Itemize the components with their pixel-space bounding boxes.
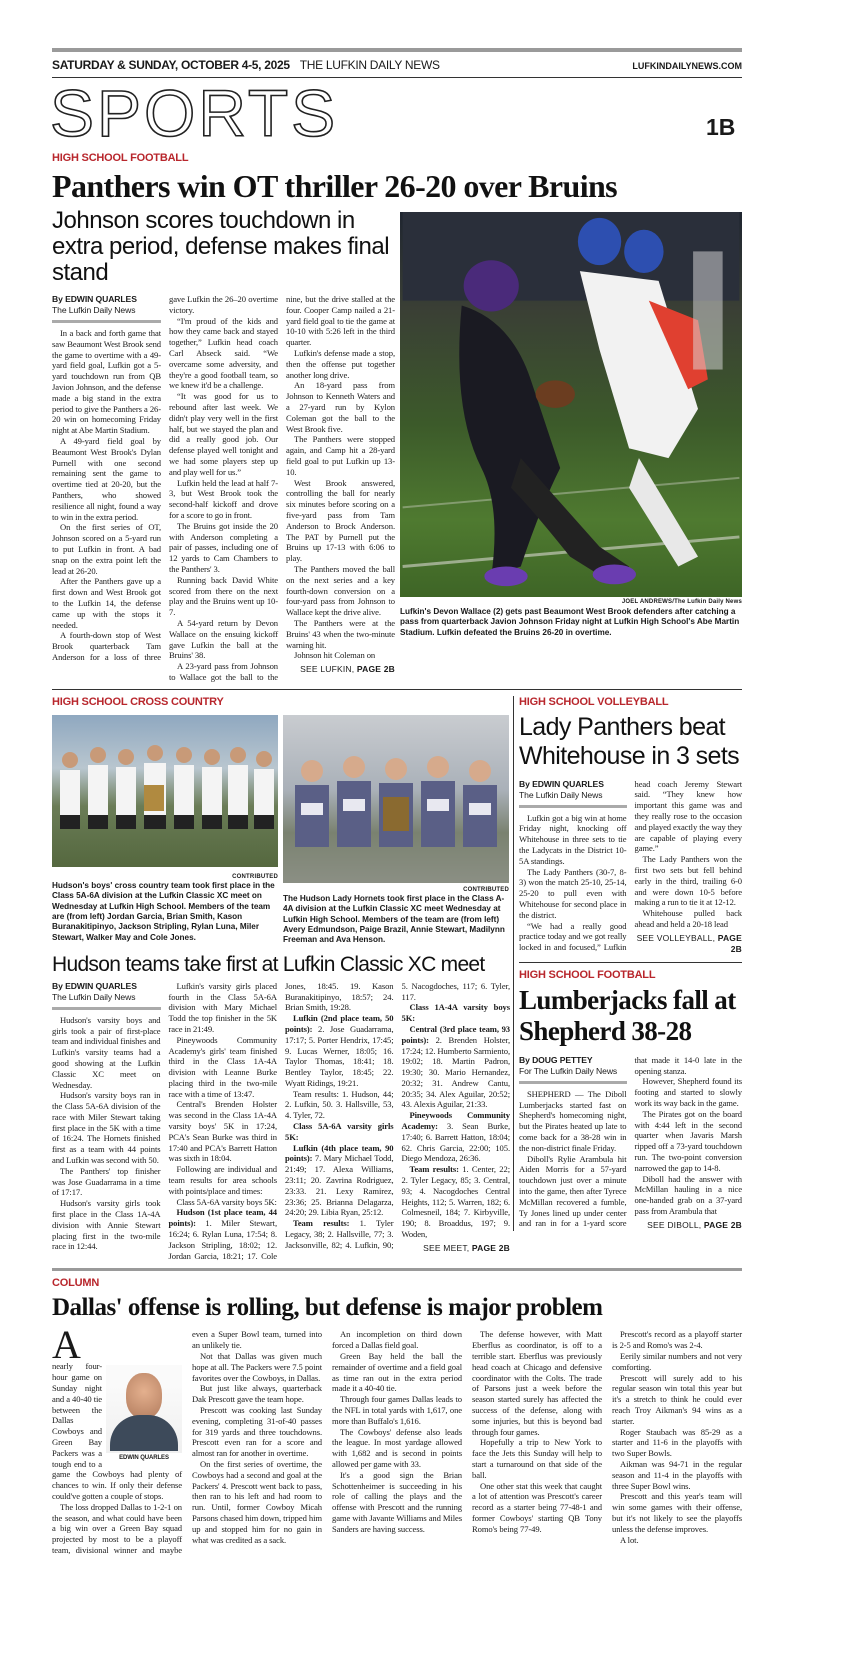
paragraph-text: 2. Brenden Holster, 17:24; 12. Humberto Sarmiento, 19:02; 18. Martin Padron, 19:30; 30. Mario Hernandez, 20:32; 31. Andrew Cantu, 20:35; 34. Alex Aguilar, 20:52; 43. Alexis Aguilar, 21:33. <box>401 1034 510 1110</box>
paragraph-text: “We had a really good practice today and we got really locked in and focused,” Lufkin head coach Jeremy Stewart said. “They knew how important this game was and they really rose to the occasion and played exactly the way they are capable of playing every game.” <box>519 778 742 953</box>
paragraph-text: Eerily similar numbers and not very comforting. <box>612 1351 742 1372</box>
paragraph <box>169 1099 278 1164</box>
paragraph <box>635 1174 743 1217</box>
jump-link-lufkin[interactable]: SEE LUFKIN, PAGE 2B <box>300 664 395 675</box>
paragraph-text: The Panthers' top finisher was Jose Guadarrama in a time of 17:17. <box>52 1165 161 1198</box>
paragraph-text: Diboll had the answer with McMillan hauling in a nice one-handed grab on a 37-yard pass from Arambula that <box>634 1173 742 1216</box>
lumberjacks-headline: Lumberjacks fall at Shepherd 38-28 <box>519 984 736 1046</box>
paragraph-text: 7. Mary Michael Todd, 21:49; 17. Alexa Williams, 23:11; 20. Zavrina Rodriguez, 23:33. 21. Lexy Ramirez, 23:36; 25. Brianna Delagarza, 24:20; 29. Libia Ryan, 25:12. <box>285 1153 394 1218</box>
paragraph-text: The Lady Panthers (30-7, 8-3) won the match 25-10, 25-14, 25-20 to pull even with Whitehouse for second place in the district. <box>519 866 627 920</box>
paragraph <box>285 1121 394 1143</box>
boys-photo-caption: Hudson's boys' cross country team took first place in the Class 5A-6A division at the Lufkin Classic XC meet on Wednesday at Lufkin High School. Members of the team are (from left) Jordan Garcia, Brian Smith, Kason Buranakitipinyo, Jackson Stripling, Rylan Luna, Miler Stewart, Walker May and Cole Jones. <box>52 880 275 942</box>
paragraph-text: Johnson hit Coleman on <box>294 650 376 661</box>
paragraph-text: SHEPHERD — The Diboll Lumberjacks started fast on Shepherd's homecoming night, but the Pirates heated up late to come back for a 38-28 win in the non-district finale Friday. <box>519 1088 627 1153</box>
paragraph <box>169 1197 278 1208</box>
paragraph-text: The Lady Panthers won the first two sets but fell behind early in the third, trailing 6-0 and were down 10-5 before making a run to tie it at 12-12. <box>634 854 742 908</box>
byline <box>52 981 161 1010</box>
girls-team-illustration <box>283 715 509 883</box>
author-photo-label: EDWIN QUARLES <box>106 1453 182 1463</box>
paragraph <box>472 1437 602 1480</box>
paragraph <box>472 1481 602 1535</box>
paragraph-text: A 54-yard return by Devon Wallace on the ensuing kickoff gave Lufkin the ball at the Bruins' 38. <box>169 617 278 661</box>
paragraph-text: 1. Tyler Legacy, 38; 2. Hallsville, 77; 3. Jacksonville, 82; 4. Lufkin, 90; 5. Nacogdoches, 117; 6. Tyler, 117. <box>285 980 510 1250</box>
run-in-head: Team results: <box>293 1218 350 1229</box>
paragraph <box>286 348 395 380</box>
lead-article-body <box>52 294 395 683</box>
jump-link-diboll[interactable]: SEE DIBOLL, PAGE 2B <box>647 1219 742 1230</box>
right-column <box>513 696 742 1231</box>
paragraph <box>402 1110 511 1164</box>
boys-team-illustration <box>52 715 278 867</box>
photo-credit: CONTRIBUTED <box>463 886 509 893</box>
volleyball-headline: Lady Panthers beat Whitehouse in 3 sets <box>519 712 740 770</box>
paragraph-text: Central's Brenden Holster was second in the Class 1A-4A varsity boys' 5K in 17:24, PCA's Sean Burke was third in 17:40 and PCA's Barrett Hatton was sixth in 18:04. <box>168 1099 277 1164</box>
section-title: SPORTS <box>50 76 339 150</box>
author: By EDWIN QUARLES <box>52 294 137 304</box>
dateline <box>52 58 742 74</box>
run-in-head: Class 1A-4A varsity boys 5K: <box>401 1002 510 1024</box>
paragraph-text: 1. Center, 22; 2. Tyler Legacy, 85; 3. Central, 93; 4. Nacogdoches Central Heights, 112; 5. Warren, 182; 6. Colmesneil, 184; 7. Kirbyville, 190; 8. Broaddus, 197; 9. Woden, <box>401 1164 510 1240</box>
paragraph-text: On the first series of OT, Johnson scored on a 5-yard run to put Lufkin in front. A bad snap on the extra point left the lead at 26-20. <box>52 522 161 576</box>
paragraph-text: The Pirates got on the board with 4:44 left in the second quarter when Javaris Marsh ripped off a 73-yard touchdown run. The two-point conversion narrowed the gap to 14-8. <box>634 1108 742 1173</box>
article-paragraphs <box>52 294 395 683</box>
edition-date: SATURDAY & SUNDAY, OCTOBER 4-5, 2025 <box>52 58 290 72</box>
lead-article <box>52 208 395 683</box>
paragraph <box>402 1164 511 1240</box>
paragraph <box>612 1351 742 1373</box>
paragraph-text: Hudson's varsity girls took first place in the Class 1A-4A division with Annie Stewart placing first in the two-mile race in 12:44. <box>52 1198 161 1252</box>
author: By EDWIN QUARLES <box>52 980 137 991</box>
divider <box>52 1268 742 1271</box>
paragraph <box>169 1035 278 1100</box>
boys-photo-block <box>52 715 278 943</box>
author-photo <box>106 1365 182 1463</box>
xc-photos <box>52 715 510 946</box>
paragraph-text: On the first series of overtime, the Cowboys had a second and goal at the Packers' 4. Prescott went back to pass, then ran to his left and had room to run. Until, former Cowboy Micah Parsons chased him down, tripped him up and stopped him for no gain in what was credited as a sack. <box>192 1459 322 1545</box>
paragraph-text: 2. Jose Guadarrama, 17:17; 5. Porter Hendrix, 17:45; 9. Lucas Werner, 18:05; 16. Taylor Thomas, 18:41; 18. Bentley Taylor, 18:45; 22. Wyatt Ridings, 19:21. <box>285 1023 394 1088</box>
paragraph-text: Hopefully a trip to New York to face the Jets this Sunday will help to start a turnaround on that side of the ball. <box>472 1437 602 1480</box>
paragraph <box>169 478 278 521</box>
paragraph-text: Diboll's Rylie Arambula hit Aiden Morris for a 57-yard touchdown just over a minute into the game, then after Tyrece McMillan recovered a fumble, Ty Jones lined up under center and ran in for a 1-yard score that made it 14-0 late in the opening stanza. <box>519 1054 742 1229</box>
paragraph-text: Lufkin held the lead at half 7-3, but West Brook took the second-half kickoff and drove for a score to go in front. <box>169 477 278 520</box>
photo-credit: JOEL ANDREWS/The Lufkin Daily News <box>621 599 742 605</box>
girls-photo-caption: The Hudson Lady Hornets took first place in the Class A-4A division at the Lufkin Classic XC meet Wednesday at Lufkin High School. Members of the team are (from left) Avery Edmundson, Paige Brazil, Annie Stewart, Madilynn Freeman and Ava Henson. <box>283 893 505 945</box>
paragraph <box>402 1002 511 1024</box>
paragraph-text: The Panthers moved the ball on the next series and a key fourth-down conversion on a four-yard pass from Johnson to Wallace kept the drive alive. <box>286 563 395 618</box>
jump-link-volleyball[interactable]: SEE VOLLEYBALL, PAGE 2B <box>636 932 742 954</box>
paragraph <box>52 522 161 576</box>
run-in-head: Hudson (1st place team, 44 points): <box>168 1207 277 1229</box>
paragraph-text: A 49-yard field goal by Beaumont West Brook's Dylan Purnell with one second remaining sent the game to overtime tied at 20-20, but the Panthers, who showed resilience all night, found a way to win in the extra period. <box>52 435 161 522</box>
girls-team-photo <box>283 715 509 883</box>
paragraph-text: The Panthers were at the Bruins' 43 when the two-minute warning hit. <box>286 617 395 650</box>
volleyball-article-body <box>519 779 742 955</box>
paragraph <box>472 1329 602 1437</box>
paragraph <box>332 1351 462 1394</box>
football-photo <box>400 212 742 597</box>
paragraph-text: The Cowboys' defense also leads the league. In most yardage allowed with 1,682 and is second in points allowed per game with 33. <box>332 1426 462 1469</box>
run-in-head: Central (3rd place team, 93 points): <box>401 1023 510 1045</box>
lead-subhead: Johnson scores touchdown in extra period, defense makes final stand <box>52 207 390 286</box>
masthead-bar <box>52 48 742 52</box>
football-action-illustration <box>400 212 742 597</box>
byline <box>519 779 627 808</box>
xc-article-body <box>52 981 510 1262</box>
paragraph-text: However, Shepherd found its footing and started to slowly work its way back in the game. <box>634 1076 742 1109</box>
boys-team-photo <box>52 715 278 867</box>
girls-photo-block <box>283 715 509 946</box>
author: By DOUG PETTEY <box>519 1054 593 1065</box>
lead-story <box>52 208 742 683</box>
paragraph-text: After the Panthers gave up a first down and West Brook got to the Lufkin 14, the defense came up with the stops it needed. <box>52 576 161 630</box>
column-article-body <box>52 1322 742 1555</box>
paragraph-text: “I'm proud of the kids and how they came back and stayed together,” Lufkin head coach Carl Abseck said. “We overcame some adversity, and they're a good football team, so we knew it'd be a challenge. <box>169 315 278 391</box>
photo-caption: Lufkin's Devon Wallace (2) gets past Beaumont West Brook defenders after catching a pass from quarterback Javion Johnson Friday night at Lufkin High School's Abe Martin Stadium. Lufkin defeated the Bruins 26-20 in overtime. <box>400 607 740 637</box>
paragraph-text: The Bruins got inside the 20 with Anderson completing a pair of passes, including one of 12 yards to Cam Chambers to the Panthers' 3. <box>169 520 278 574</box>
paragraph <box>612 1535 742 1546</box>
website-link[interactable]: LUFKINDAILYNEWS.COM <box>632 61 742 71</box>
paragraph <box>192 1383 322 1405</box>
paragraph-text: Green Bay held the ball the remainder of overtime and a field goal as time ran out in the extra period made it a 40-40 tie. <box>332 1351 462 1394</box>
paragraph <box>285 1013 394 1089</box>
paragraph <box>169 1164 278 1196</box>
paragraph-text: Lufkin's defense made a stop, then the offense put together another long drive. <box>286 347 395 380</box>
paragraph-text: Whitehouse pulled back ahead and held a 20-18 lead <box>634 908 742 930</box>
paragraph <box>612 1329 742 1351</box>
outlet: For The Lufkin Daily News <box>519 1065 618 1076</box>
paragraph-text: Class 5A-6A varsity boys 5K: <box>176 1196 277 1207</box>
paragraph <box>519 867 627 921</box>
paper-name: THE LUFKIN DAILY NEWS <box>299 58 440 72</box>
photo-credit: CONTRIBUTED <box>232 873 278 880</box>
paragraph-text: Aikman was 94-71 in the regular season and 11-4 in the playoffs with three Super Bowl wins. <box>612 1459 742 1491</box>
paragraph <box>52 1090 161 1166</box>
section-label-football: HIGH SCHOOL FOOTBALL <box>52 152 189 164</box>
lead-photo-block <box>400 212 742 638</box>
paragraph-text: Roger Staubach was 85-29 as a starter and 11-6 in the playoffs with two Super Bowls. <box>612 1426 742 1459</box>
paragraph-text: Prescott's record as a playoff starter is 2-5 and Romo's was 2-4. <box>612 1329 742 1351</box>
paragraph-text: It's a good sign the Brian Schottenheimer is succeeding in his role of calling the plays and the offense with Prescott and the running game with Javante Williams and Miles Sanders are having success. <box>332 1469 462 1534</box>
paragraph-text: 1. Miler Stewart, 16:24; 6. Rylan Luna, 17:54; 8. Jackson Stripling, 18:02; 12. Jordan Garcia, 18:21; 17. Cole Jones, 18:45. 19. Kason Buranakitipinyo, 18:57; 24. Brian Smith, 19:28. <box>168 980 394 1261</box>
middle-section <box>52 696 742 1262</box>
paragraph-text: An incompletion on third down forced a Dallas field goal. <box>332 1329 462 1351</box>
divider <box>52 689 742 690</box>
paragraph <box>635 1076 743 1108</box>
paragraph <box>285 1089 394 1121</box>
run-in-head: Lufkin (2nd place team, 50 points): <box>285 1013 394 1034</box>
run-in-head: Team results: <box>409 1164 459 1175</box>
paragraph-text: Anearly four-hour game on Sunday night and a 40-40 tie between the Dallas Cowboys and Green Bay Packers was a tough end to a game the Cowboys had plenty of chances to win. If only their defense could've gotten a couple of stops. <box>52 1322 182 1501</box>
paragraph <box>169 521 278 575</box>
byline <box>519 1055 627 1084</box>
paragraph <box>52 1198 161 1252</box>
lead-headline: Panthers win OT thriller 26-20 over Bruins <box>52 168 618 204</box>
paragraph-text: Lufkin got a big win at home Friday night, knocking off Whitehouse in three sets to tie the Ladycats in the District 10-5A standings. <box>519 812 627 866</box>
author: By EDWIN QUARLES <box>519 778 604 789</box>
paragraph <box>52 328 161 436</box>
paragraph <box>169 981 278 1035</box>
paragraph <box>169 618 278 661</box>
paragraph <box>192 1351 322 1383</box>
paragraph <box>612 1459 742 1491</box>
paragraph <box>286 650 395 661</box>
paragraph-text: In a back and forth game that saw Beaumont West Brook send the game to overtime with a 49-yard field goal, Lufkin got a 5-yard touchdown run from QB Javion Johnson, and the defense made a big stand in the extra period to give the Panthers a 26-20 win on homecoming Friday night at Abe Martin Stadium. <box>52 328 161 436</box>
page-number: 1B <box>706 114 736 140</box>
page-content <box>52 152 742 1556</box>
paragraph-text: Lufkin's varsity girls placed fourth in the Class 5A-6A division with Mary Michael Todd the top finisher in the 5K race in 21:49. <box>168 980 277 1034</box>
paragraph-text: Not that Dallas was given much hope at all. The Packers were 7.5 point favorites over the Cowboys, in Dallas. <box>192 1351 322 1383</box>
jump-link-meet[interactable]: SEE MEET, PAGE 2B <box>423 1242 510 1253</box>
paragraph-text: Hudson's varsity boys and girls took a pair of first-place team and individual finishes and Lufkin's varsity teams had a good showing at the Lufkin Classic XC meet on Wednesday. <box>52 1014 161 1090</box>
paragraph-text: Through four games Dallas leads to the NFL in total yards with 1,617, one more than Buffalo's 1,616. <box>332 1394 462 1426</box>
paragraph <box>635 908 743 930</box>
paragraph <box>612 1427 742 1459</box>
run-in-head: Lufkin (4th place team, 90 points): <box>285 1142 394 1164</box>
paragraph-text: West Brook answered, controlling the ball for nearly six minutes before scoring on a five-yard pass from Tam Anderson to Brock Anderson. The PAT by Purnell put the Bruins up 17-13 with 6:06 to play. <box>286 477 395 564</box>
cross-country-section <box>52 696 513 1262</box>
paragraph <box>612 1491 742 1534</box>
paragraph-text: Prescott was cooking last Sunday evening, completing 31-of-40 passes for 319 yards and three touchdowns. Prescott even ran for a score and almost ran for another in overtime. <box>192 1405 322 1459</box>
paragraph-text: A lot. <box>620 1534 639 1545</box>
paragraph <box>332 1427 462 1470</box>
paragraph <box>52 1166 161 1198</box>
paragraph-text: Team results: 1. Hudson, 44; 2. Lufkin, 50. 3. Hallsville, 53, 4. Tyler, 72. <box>285 1088 394 1121</box>
paragraph <box>635 854 743 908</box>
byline <box>52 294 161 323</box>
outlet: The Lufkin Daily News <box>519 789 603 800</box>
paragraph-text: Running back David White scored from there on the next play and the Bruins went up 10-7. <box>169 574 278 618</box>
paragraph-text: An 18-yard pass from Johnson to Kenneth Waters and a 27-yard run by Kylon Coleman got the ball to the West Brook five. <box>286 380 395 434</box>
paragraph <box>192 1459 322 1545</box>
paragraph-text: But just like always, quarterback Dak Prescott gave the team hope. <box>192 1383 322 1405</box>
paragraph <box>169 316 278 392</box>
paragraph <box>519 813 627 867</box>
lumberjacks-article-body <box>519 1055 742 1231</box>
paragraph-text: “It was good for us to rebound after last week. We didn't play very well in the first half, but we stayed the plan and did a really good job. Our defense played well tonight and we had some players step up and play well for us.” <box>169 391 278 477</box>
paragraph-text: Hudson's varsity boys ran in the Class 5A-6A division of the race with Miler Stewart taking first place in the 5K with a time of 16:24. The Hornets finished first as a team with 44 points and Lufkin was second with 50. <box>52 1090 161 1166</box>
paragraph <box>332 1329 462 1351</box>
paragraph <box>332 1394 462 1426</box>
paragraph <box>52 576 161 630</box>
outlet: The Lufkin Daily News <box>52 991 136 1002</box>
run-in-head: Class 5A-6A varsity girls 5K: <box>285 1121 394 1142</box>
paragraph-text: 3. Sean Burke, 17:40; 6. Barrett Hatton, 18:04; 62. Chris Garcia, 22:00; 105. Diego Mendoza, 26:36. <box>401 1121 510 1164</box>
run-in-head: Pineywoods Community Academy: <box>401 1110 510 1132</box>
divider <box>519 962 742 963</box>
paragraph <box>332 1470 462 1535</box>
paragraph <box>192 1405 322 1459</box>
paragraph <box>169 391 278 477</box>
paragraph <box>286 380 395 434</box>
paragraph-text: A 23-yard pass from Johnson to Wallace got the ball to the nine, but the drive stalled at the four. Cooper Camp nailed a 21-yard field goal to tie the game at 10-10 with 5:26 left in the third quarter. <box>169 294 395 682</box>
paragraph-text: A fourth-down stop of West Brook quarterback Tam Anderson for a loss of three gave Lufkin the 26–20 overtime victory. <box>52 294 278 662</box>
paragraph-text: The Panthers were stopped again, and Camp hit a 28-yard field goal to put Lufkin up 13-10. <box>286 434 395 477</box>
section-label-volleyball: HIGH SCHOOL VOLLEYBALL <box>519 695 669 708</box>
paragraph <box>612 1373 742 1427</box>
paragraph-text: The defense however, with Matt Eberflus as coordinator, is off to a terrible start. Eberflus was previously head coach at Chicago and defensive coordinator with the Colts. The trade of Parsons just a week before the season started surely has affected the success of the defense, along with some injuries, but this is beyond bad through four games. <box>472 1329 602 1437</box>
section-label-football-2: HIGH SCHOOL FOOTBALL <box>519 968 656 981</box>
paragraph <box>286 478 395 564</box>
section-label-column: COLUMN <box>52 1277 100 1290</box>
paragraph-text: One other stat this week that caught a lot of attention was Prescott's career record as a starter being 77-48-1 and former Cowboys' starting QB Tony Romo's being 77-49. <box>472 1480 602 1534</box>
paragraph <box>286 618 395 650</box>
paragraph <box>402 1024 511 1110</box>
paragraph <box>285 1143 394 1219</box>
paragraph <box>635 1109 743 1174</box>
xc-headline: Hudson teams take first at Lufkin Classic XC meet <box>52 952 485 976</box>
paragraph <box>286 564 395 618</box>
paragraph <box>52 436 161 522</box>
paragraph <box>169 575 278 618</box>
article-paragraphs <box>52 981 510 1262</box>
paragraph-text: Pineywoods Community Academy's girls' team finished third in the Class 1A-4A division with Leanne Burke placing third in the two-mile race with a time of 13:47. <box>168 1034 277 1099</box>
paragraph-text: Following are individual and team results for area schools with points/place and times: <box>168 1164 277 1196</box>
column-headline: Dallas' offense is rolling, but defense is major problem <box>52 1294 603 1322</box>
paragraph-text: Prescott and this year's team will win some games with their offense, but it's not likely to see the playoffs unless the defense improves. <box>612 1491 742 1534</box>
paragraph <box>52 1015 161 1091</box>
paragraph-text: The loss dropped Dallas to 1-2-1 on the season, and what could have been a big win over a Green Bay squad projected by most to be a playoff team, divisional winner and maybe even a Super Bowl team, turned into an unlikely tie. <box>52 1329 322 1555</box>
paragraph-text: Prescott will surely add to his regular season win total this year but it's a stretch to think he could ever reach Troy Aikman's 94 wins as a starter. <box>612 1372 742 1426</box>
paragraph <box>286 434 395 477</box>
section-label-cross-country: HIGH SCHOOL CROSS COUNTRY <box>52 695 224 708</box>
paragraph <box>519 1089 627 1154</box>
outlet: The Lufkin Daily News <box>52 305 136 315</box>
